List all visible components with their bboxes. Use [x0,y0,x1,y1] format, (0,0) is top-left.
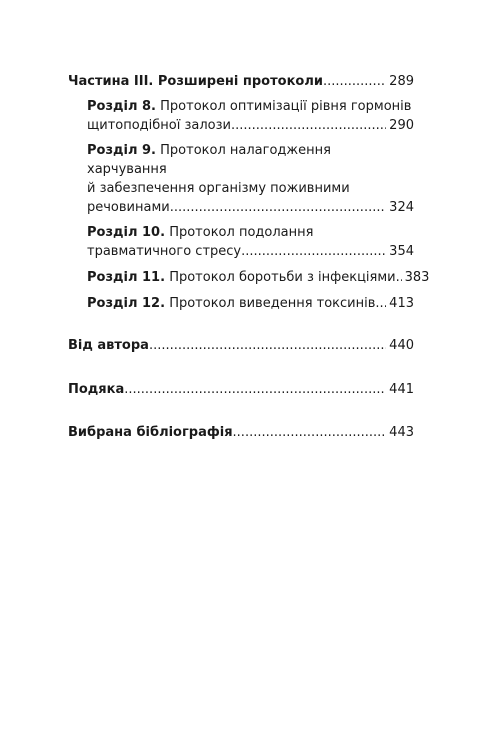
leader-dots [149,336,386,355]
page-number: 290 [389,118,414,133]
chapter-title-line-1: Протокол оптимізації рівня гормонів [160,99,412,114]
table-of-contents [68,72,430,442]
chapter-title: Протокол виведення токсинів [169,296,376,311]
toc-entry-part-3[interactable] [68,72,414,91]
leader-dots [241,242,386,261]
page-number: 413 [389,296,414,311]
toc-entry-chapter-12[interactable] [87,294,414,313]
page-number: 354 [389,244,414,259]
page-number: 383 [404,270,430,285]
chapter-title-line-3: речовинами [87,200,170,215]
chapter-title: Протокол боротьби з інфекціями [169,270,396,285]
chapter-label: Розділ 9. [87,143,156,158]
chapter-label: Розділ 12. [87,296,166,311]
toc-entry-chapter-11[interactable] [87,268,430,287]
toc-entry-chapter-10[interactable] [87,223,414,261]
leader-dots [124,380,386,399]
leader-dots [170,198,386,217]
leader-dots [233,423,387,442]
leader-dots [323,72,386,91]
toc-bibliography-title: Вибрана бібліографія [68,425,233,440]
toc-entry-chapter-8[interactable] [87,97,414,135]
chapter-title-line-1: Протокол налагодження харчування [87,143,331,177]
page-number: 443 [389,425,414,440]
toc-entry-author[interactable] [68,336,414,355]
chapter-title-line-2: щитоподібної залози [87,118,231,133]
toc-thanks-title: Подяка [68,382,125,397]
toc-entry-acknowledgements[interactable] [68,380,414,399]
toc-author-title: Від автора [68,338,149,353]
chapter-title-line-1: Протокол подолання [169,225,314,240]
chapter-label: Розділ 8. [87,99,156,114]
page-number: 324 [389,200,414,215]
toc-entry-chapter-9[interactable] [87,141,414,217]
leader-dots [231,116,386,135]
leader-dots [375,294,386,313]
page-number: 440 [389,338,414,353]
page-number: 441 [389,382,414,397]
chapter-label: Розділ 11. [87,270,166,285]
chapter-title-line-2: й забезпечення організму поживними [87,181,350,196]
page-number: 289 [389,74,414,89]
toc-part-3-title: Частина III. Розширені протоколи [68,74,323,89]
chapter-label: Розділ 10. [87,225,166,240]
toc-entry-bibliography[interactable] [68,423,414,442]
chapter-title-line-2: травматичного стресу [87,244,242,259]
